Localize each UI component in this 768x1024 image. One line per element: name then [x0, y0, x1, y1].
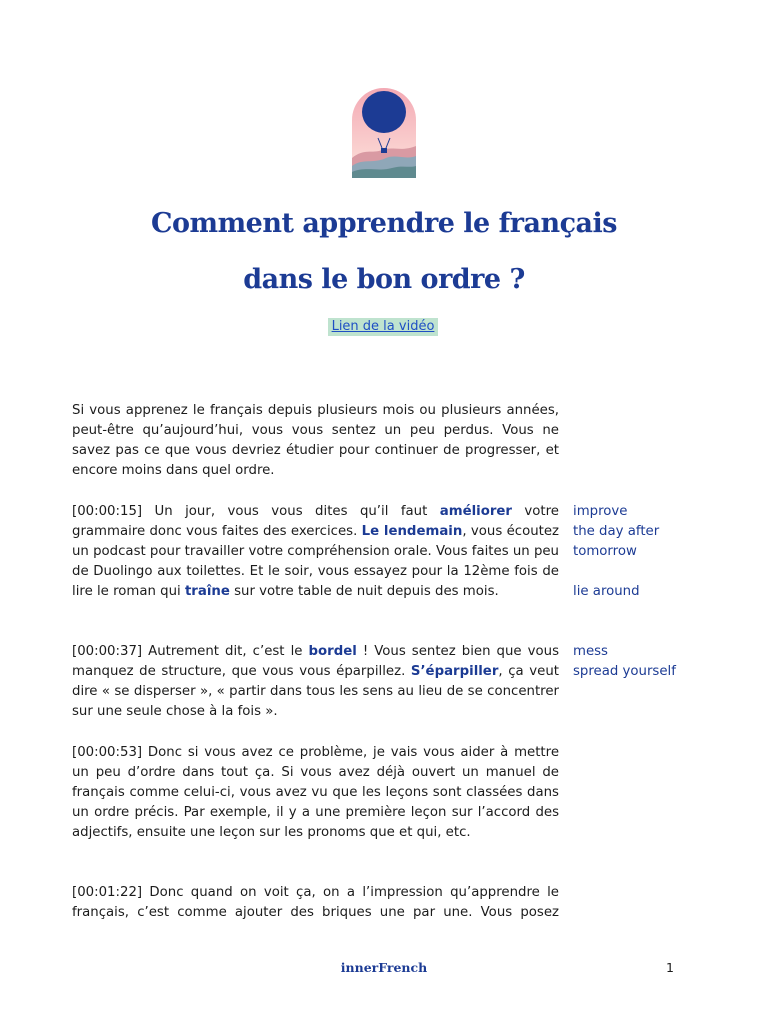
- paragraph-text: votre grammaire donc vous faites des exercices.: [72, 504, 559, 539]
- paragraph-text: , vous écoutez un podcast pour travailler votre compréhension orale. Vous faites un peu de Duolingo aux toilettes. Et le soir, vous essayez pour la 12ème fois de lire le roman qui: [72, 524, 560, 599]
- paragraph-text: ! Vous sentez bien que vous manquez de structure, que vous vous éparpillez.: [72, 644, 559, 679]
- gloss-lie-around: lie around: [573, 584, 640, 599]
- page-title-line1: Comment apprendre le français: [151, 208, 617, 239]
- paragraph-4: [00:01:22] Donc quand on voit ça, on a l’impression qu’apprendre le français, c’est comme ajouter des briques une par une. Vous posez: [72, 885, 559, 920]
- paragraph-text: [00:00:15] Un jour, vous vous dites qu’il faut: [72, 504, 440, 519]
- hot-air-balloon-icon: [352, 88, 416, 178]
- page-number: 1: [666, 960, 674, 975]
- keyword-bordel: bordel: [308, 644, 357, 659]
- gloss-improve: improve: [573, 504, 628, 519]
- video-link[interactable]: Lien de la vidéo: [328, 318, 438, 336]
- paragraph-text: , ça veut dire « se disperser », « partir dans tous les sens au lieu de se concentrer sur une seule chose à la fois ».: [72, 664, 559, 719]
- paragraph-2: [72, 642, 559, 722]
- paragraph-intro: Si vous apprenez le français depuis plusieurs mois ou plusieurs années, peut-être qu’aujourd’hui, vous vous sentez un peu perdus. Vous ne savez pas ce que vous devriez étudier pour continuer de progresser, et encore moins dans quel ordre.: [72, 403, 559, 478]
- paragraph-3: [00:00:53] Donc si vous avez ce problème, je vais vous aider à mettre un peu d’ordre dans tout ça. Si vous avez déjà ouvert un manuel de français comme celui-ci, vous avez vu que les leçons sont classées dans un ordre précis. Par exemple, il y a une première leçon sur l’accord des adjectifs, ensuite une leçon sur les pronoms que et qui, etc.: [72, 745, 559, 840]
- keyword-traine: traîne: [184, 584, 230, 599]
- gloss-the-day-after: the day after: [573, 524, 660, 539]
- keyword-le-lendemain: Le lendemain: [361, 524, 463, 539]
- gloss-tomorrow: tomorrow: [573, 544, 637, 559]
- keyword-ameliorer: améliorer: [439, 504, 512, 519]
- footer-brand: innerFrench: [340, 960, 428, 975]
- paragraph-1: [72, 502, 559, 602]
- gloss-spread-yourself: spread yourself: [573, 664, 676, 679]
- page-title-line2: dans le bon ordre ?: [243, 264, 525, 295]
- paragraph-text: [00:00:37] Autrement dit, c’est le: [72, 644, 309, 659]
- gloss-mess: mess: [573, 644, 608, 659]
- keyword-separpiller: S’éparpiller: [410, 664, 499, 679]
- paragraph-text: sur votre table de nuit depuis des mois.: [229, 584, 499, 599]
